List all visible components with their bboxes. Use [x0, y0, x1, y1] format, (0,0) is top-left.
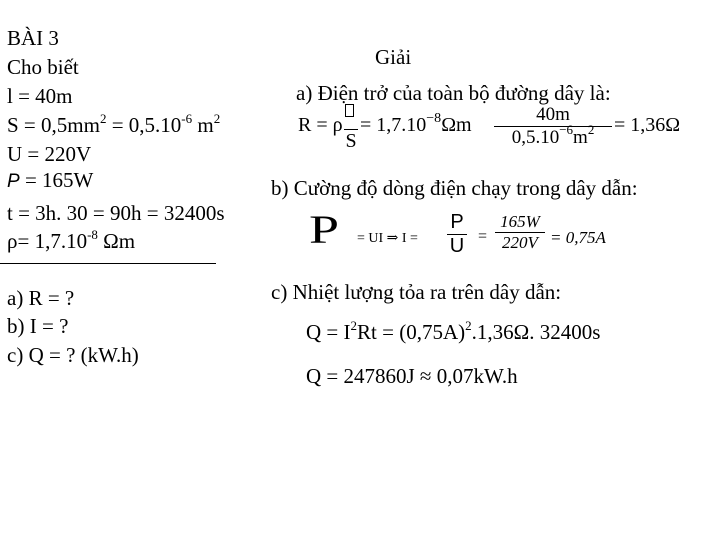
given-area-sup3: 2	[213, 111, 221, 126]
formula-b-result: = 0,75A	[550, 228, 606, 247]
formula-a-frac2-den	[511, 122, 595, 149]
formula-a-lhs: R = ρ	[298, 114, 343, 136]
part-a-text: a) Điện trở của toàn bộ đường dây là:	[296, 81, 611, 105]
given-power-value: = 165W	[19, 168, 94, 192]
formula-a-sup1: −8	[426, 111, 442, 126]
power-symbol: P	[7, 171, 20, 192]
part-c-line1-a: Q = I	[306, 320, 351, 344]
given-length: l = 40m	[7, 84, 73, 108]
given-time: t = 3h. 30 = 90h = 32400s	[7, 201, 225, 225]
question-b: b) I = ?	[7, 314, 69, 338]
formula-b-frac1	[447, 211, 467, 258]
formula-b-frac2-den: 220V	[502, 233, 538, 252]
given-area-part-a: S = 0,5mm	[7, 113, 100, 137]
formula-a-frac2	[494, 104, 612, 149]
formula-a-frac2-den-a: 0,5.10	[511, 127, 560, 148]
given-resistivity	[7, 229, 135, 253]
formula-a-mid1-text: = 1,7.10	[360, 114, 427, 136]
formula-a-mid1	[360, 111, 472, 137]
given-voltage: U = 220V	[7, 142, 92, 166]
given-area-sup2: -6	[181, 111, 193, 126]
part-c-line1	[306, 320, 600, 344]
solution-heading: Giải	[375, 45, 412, 69]
question-c: c) Q = ? (kW.h)	[7, 343, 139, 367]
formula-a-result: = 1,36Ω	[614, 114, 681, 136]
formula-a-mid2: Ωm	[441, 114, 472, 136]
formula-b-equals: =	[478, 228, 488, 245]
formula-b-power-symbol: P	[309, 207, 340, 252]
formula-a-frac2-den-b: m	[573, 127, 588, 148]
formula-b-frac2	[495, 212, 545, 253]
divider-line	[0, 263, 216, 264]
given-area	[7, 113, 220, 137]
part-c-line2: Q = 247860J ≈ 0,07kW.h	[306, 364, 518, 388]
part-b-text: b) Cường độ dòng điện chạy trong dây dẫn:	[271, 176, 638, 200]
formula-b-frac1-den: U	[449, 235, 465, 257]
formula-a-frac2-den-sup: −6	[559, 122, 574, 137]
part-c-line1-c: .1,36Ω. 32400s	[471, 320, 601, 344]
given-resistivity-sup: -8	[87, 227, 98, 242]
given-area-sup1: 2	[99, 111, 107, 126]
part-c-text: c) Nhiệt lượng tỏa ra trên dây dẫn:	[271, 280, 562, 304]
formula-b-frac2-num: 165W	[500, 212, 540, 231]
given-heading: Cho biết	[7, 55, 79, 79]
formula-a-frac2-num: 40m	[536, 104, 570, 125]
given-resistivity-part-a: ρ= 1,7.10	[7, 229, 88, 253]
formula-a-frac1	[344, 106, 358, 153]
given-resistivity-part-b: Ωm	[97, 229, 136, 253]
formula-b-ui: = UI ⇒ I =	[357, 231, 418, 246]
given-power	[7, 168, 93, 194]
question-a: a) R = ?	[7, 286, 75, 310]
part-c-line1-sup: 2	[350, 318, 358, 333]
formula-a-frac2-den-sup2: 2	[587, 122, 595, 137]
given-area-part-c: m	[192, 113, 214, 137]
part-c-line1-b: Rt = (0,75A)	[357, 320, 466, 344]
given-area-part-b: = 0,5.10	[106, 113, 182, 137]
formula-b-frac1-num: P	[450, 211, 464, 233]
problem-title: BÀI 3	[7, 26, 59, 50]
part-c-line1-sup2: 2	[465, 318, 472, 333]
formula-a-frac1-den: S	[345, 130, 357, 152]
